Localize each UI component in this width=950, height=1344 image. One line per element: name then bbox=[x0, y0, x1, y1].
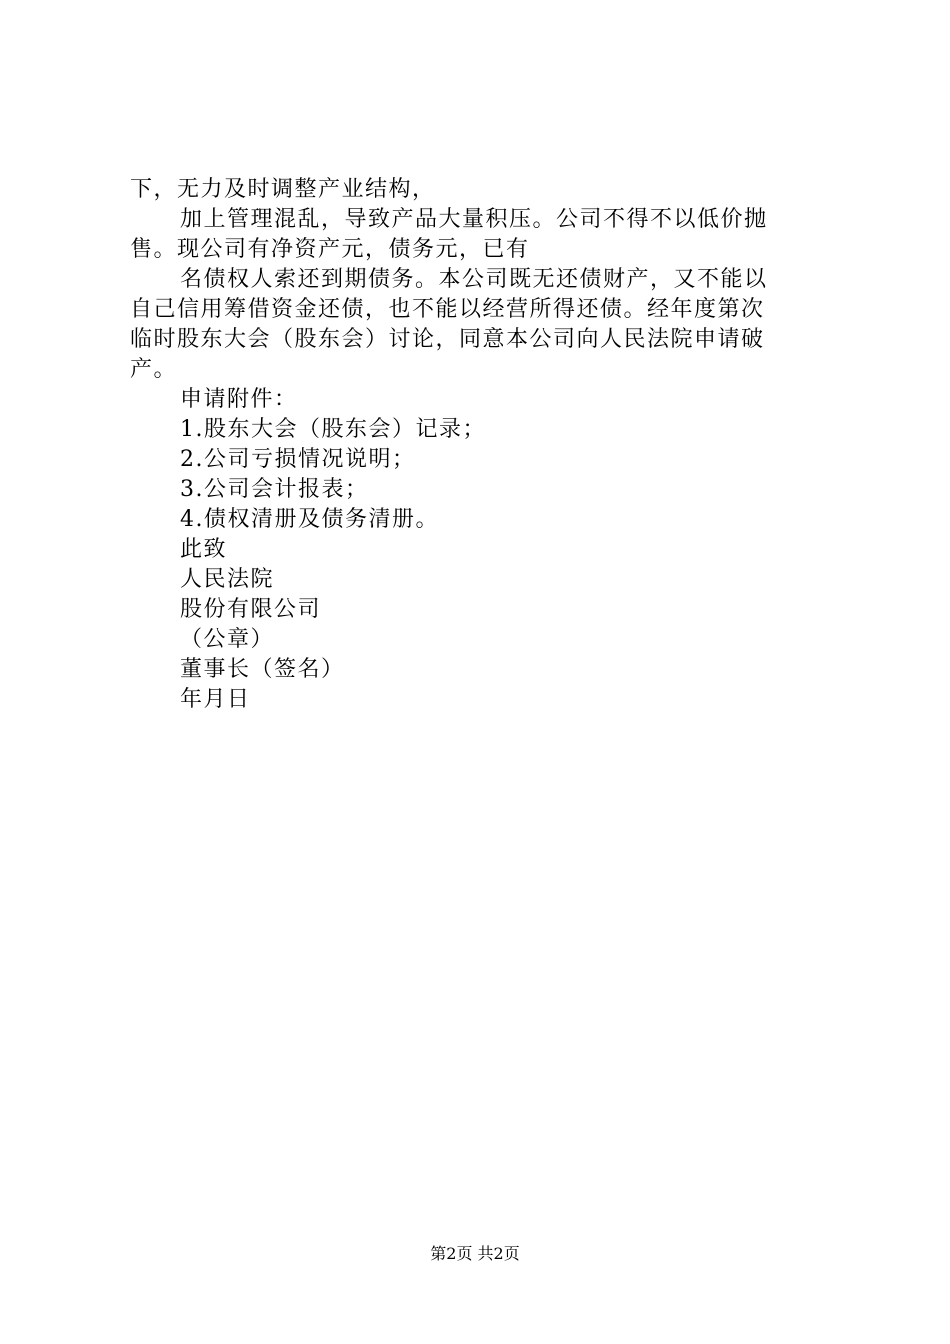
paragraph-line: 产。 bbox=[130, 357, 178, 382]
paragraph-line: 售。现公司有净资产元，债务元，已有 bbox=[130, 237, 530, 262]
attachment-item: 2.公司亏损情况说明； bbox=[180, 447, 416, 472]
paragraph-line: 临时股东大会（股东会）讨论，同意本公司向人民法院申请破 bbox=[130, 327, 765, 352]
seal-note: （公章） bbox=[180, 627, 275, 652]
attachment-item: 4.债权清册及债务清册。 bbox=[180, 507, 439, 532]
company-name: 股份有限公司 bbox=[180, 597, 322, 622]
paragraph-line: 自己信用筹借资金还债，也不能以经营所得还债。经年度第次 bbox=[130, 297, 765, 322]
paragraph-line: 加上管理混乱，导致产品大量积压。公司不得不以低价抛 bbox=[180, 207, 768, 232]
page-number-footer: 第2页 共2页 bbox=[430, 1244, 520, 1263]
recipient: 人民法院 bbox=[180, 567, 275, 592]
salutation: 此致 bbox=[180, 537, 228, 562]
attachment-item: 1.股东大会（股东会）记录； bbox=[180, 417, 486, 442]
date-line: 年月日 bbox=[180, 687, 251, 712]
attachments-heading: 申请附件： bbox=[180, 387, 298, 412]
signature-line: 董事长（签名） bbox=[180, 657, 345, 682]
document-body bbox=[130, 175, 830, 715]
attachment-item: 3.公司会计报表； bbox=[180, 477, 369, 502]
paragraph-line: 名债权人索还到期债务。本公司既无还债财产，又不能以 bbox=[180, 267, 768, 292]
paragraph-line: 下，无力及时调整产业结构， bbox=[130, 177, 436, 202]
